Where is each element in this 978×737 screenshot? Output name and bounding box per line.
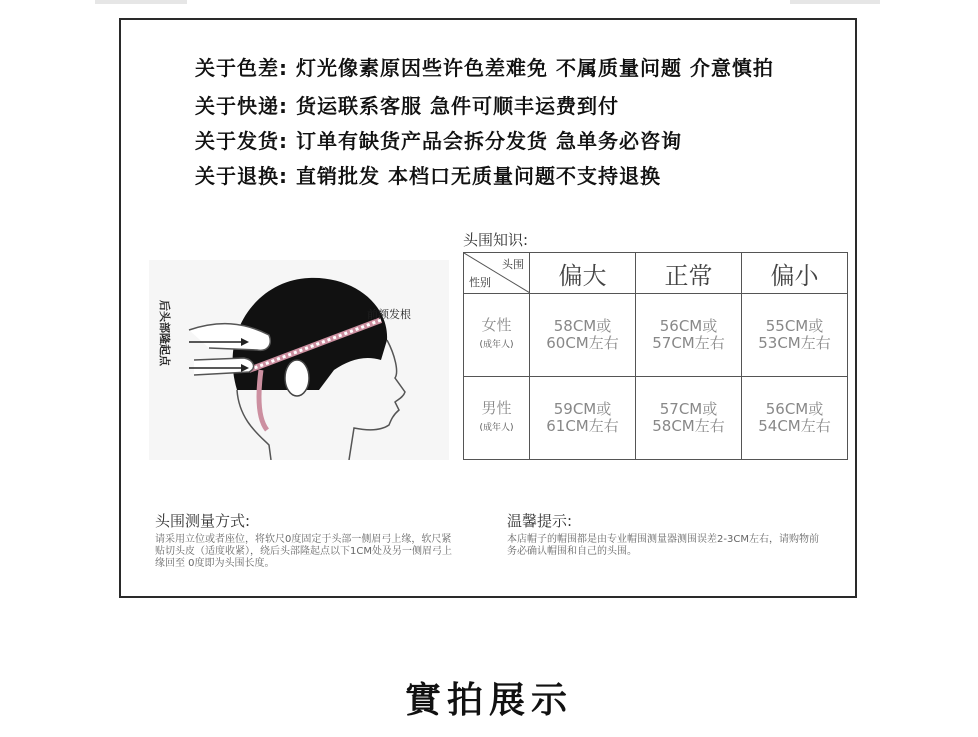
measure-body: 请采用立位或者座位，将软尺0度固定于头部一侧眉弓上缘，软尺紧贴切头皮（适度收紧），绕后头部隆起点以下1CM处及另一侧眉弓上缘回至 0度即为头围长度。 [155,534,452,569]
notice-color: 关于色差: 灯光像素原因些许色差难免 不属质量问题 介意慎拍 [195,56,774,80]
table-cell: 59CM或 61CM左右 [530,377,636,460]
front-hairline-label: 前额发根 [367,308,411,321]
table-cell: 58CM或 60CM左右 [530,294,636,377]
head-measure-illustration [149,260,449,460]
measure-title: 头围测量方式: [155,512,251,530]
table-corner-cell: 头围 性别 [464,253,530,294]
back-head-label: 后头部隆起点 [158,300,171,366]
head-size-table [463,252,848,460]
table-cell: 56CM或 57CM左右 [636,294,742,377]
top-strip [0,0,978,10]
column-header-small: 偏小 [742,253,848,294]
table-cell: 56CM或 54CM左右 [742,377,848,460]
table-header-row [464,253,848,294]
tips-title: 温馨提示: [507,512,573,530]
table-cell: 57CM或 58CM左右 [636,377,742,460]
tips-body: 本店帽子的帽围都是由专业帽围测量器测围误差2-3CM左右，请购物前务必确认帽围和自己的头围。 [507,534,819,557]
column-header-large: 偏大 [530,253,636,294]
table-row-female [464,294,848,377]
notice-returns: 关于退换: 直销批发 本档口无质量问题不支持退换 [195,164,661,188]
photo-showcase-banner: 實拍展示 [404,679,573,721]
row-header-female: 女性 (成年人) [464,294,530,377]
row-header-male: 男性 (成年人) [464,377,530,460]
knowledge-title: 头围知识: [463,231,529,249]
column-header-normal: 正常 [636,253,742,294]
table-cell: 55CM或 53CM左右 [742,294,848,377]
table-row-male [464,377,848,460]
notice-dispatch: 关于发货: 订单有缺货产品会拆分发货 急单务必咨询 [195,129,682,153]
info-card [119,18,857,598]
notice-shipping: 关于快递: 货运联系客服 急件可顺丰运费到付 [195,94,619,118]
